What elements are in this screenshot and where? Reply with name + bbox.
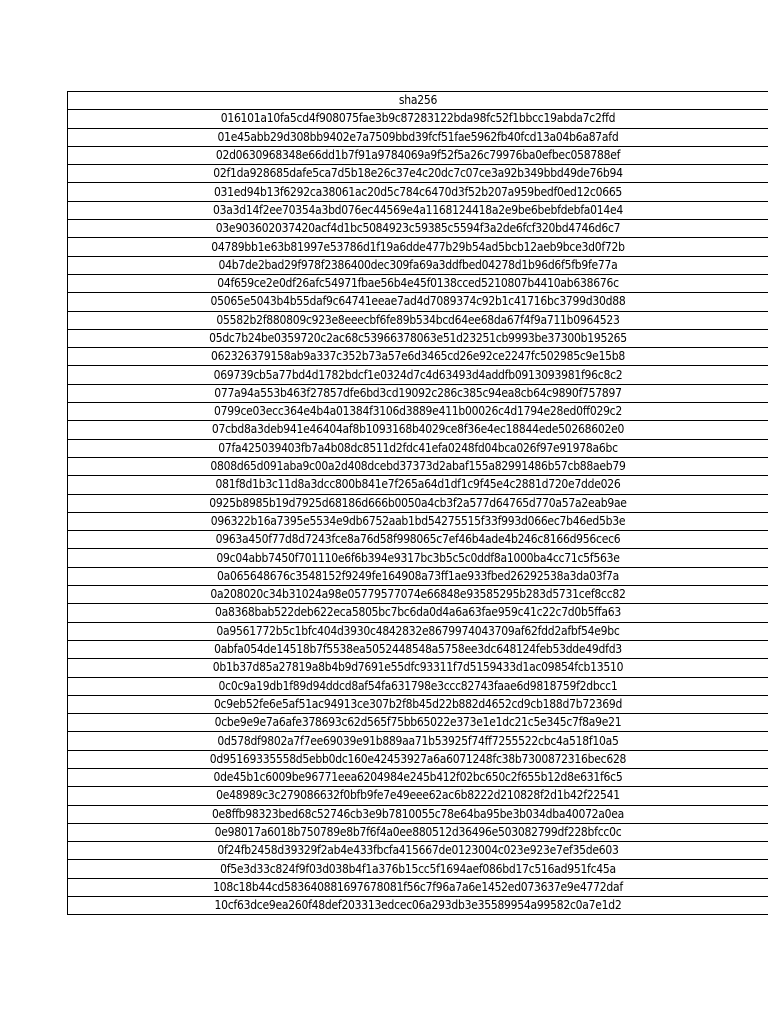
table-header-row <box>68 92 768 110</box>
table-row <box>68 897 768 915</box>
hash-table <box>67 91 768 915</box>
table-row <box>68 384 768 402</box>
hash-cell: 0f24fb2458d39329f2ab4e433fbcfa415667de0123004c023e923e7ef35de603 <box>68 842 768 860</box>
table-row <box>68 494 768 512</box>
hash-cell: 0c9eb52fe6e5af51ac94913ce307b2f8b45d22b882d4652cd9cb188d7b72369d <box>68 695 768 713</box>
table-row <box>68 695 768 713</box>
table-row <box>68 640 768 658</box>
table-row <box>68 220 768 238</box>
table-row <box>68 878 768 896</box>
table-row <box>68 146 768 164</box>
hash-cell: 04f659ce2e0df26afc54971fbae56b4e45f0138cced5210807b4410ab638676c <box>68 274 768 292</box>
hash-cell: 0d578df9802a7f7ee69039e91b889aa71b53925f74ff7255522cbc4a518f10a5 <box>68 732 768 750</box>
table-row <box>68 439 768 457</box>
table-row <box>68 457 768 475</box>
hash-cell: 0a8368bab522deb622eca5805bc7bc6da0d4a6a63fae959c41c22c7d0b5ffa63 <box>68 604 768 622</box>
hash-cell: 02f1da928685dafe5ca7d5b18e26c37e4c20dc7c07ce3a92b349bbd49de76b94 <box>68 165 768 183</box>
hash-cell: 02d0630968348e66dd1b7f91a9784069a9f52f5a26c79976ba0efbec058788ef <box>68 146 768 164</box>
table-row <box>68 274 768 292</box>
table-row <box>68 421 768 439</box>
hash-cell: 031ed94b13f6292ca38061ac20d5c784c6470d3f52b207a959bedf0ed12c0665 <box>68 183 768 201</box>
column-header-sha256: sha256 <box>68 92 768 110</box>
table-row <box>68 201 768 219</box>
hash-cell: 108c18b44cd583640881697678081f56c7f96a7a6e1452ed073637e9e4772daf <box>68 878 768 896</box>
hash-cell: 07cbd8a3deb941e46404af8b1093168b4029ce8f36e4ec18844ede50268602e0 <box>68 421 768 439</box>
hash-cell: 0a9561772b5c1bfc404d3930c4842832e8679974043709af62fdd2afbf54e9bc <box>68 622 768 640</box>
hash-cell: 0a065648676c3548152f9249fe164908a73ff1ae933fbed26292538a3da03f7a <box>68 567 768 585</box>
table-row <box>68 586 768 604</box>
hash-cell: 05dc7b24be0359720c2ac68c53966378063e51d23251cb9993be37300b195265 <box>68 329 768 347</box>
hash-cell: 096322b16a7395e5534e9db6752aab1bd54275515f33f993d066ec7b46ed5b3e <box>68 512 768 530</box>
table-row <box>68 476 768 494</box>
hash-cell: 0abfa054de14518b7f5538ea5052448548a5758ee3dc648124feb53dde49dfd3 <box>68 640 768 658</box>
table-row <box>68 238 768 256</box>
hash-cell: 069739cb5a77bd4d1782bdcf1e0324d7c4d63493d4addfb0913093981f96c8c2 <box>68 366 768 384</box>
table-row <box>68 311 768 329</box>
table-row <box>68 750 768 768</box>
table-row <box>68 732 768 750</box>
hash-cell: 0b1b37d85a27819a8b4b9d7691e55dfc93311f7d5159433d1ac09854fcb13510 <box>68 659 768 677</box>
table-row <box>68 549 768 567</box>
hash-cell: 077a94a553b463f27857dfe6bd3cd19092c286c385c94ea8cb64c9890f757897 <box>68 384 768 402</box>
table-row <box>68 659 768 677</box>
table-row <box>68 329 768 347</box>
hash-cell: 0d95169335558d5ebb0dc160e42453927a6a6071248fc38b7300872316bec628 <box>68 750 768 768</box>
hash-cell: 10cf63dce9ea260f48def203313edcec06a293db3e35589954a99582c0a7e1d2 <box>68 897 768 915</box>
table-row <box>68 256 768 274</box>
hash-cell: 081f8d1b3c11d8a3dcc800b841e7f265a64d1df1c9f45e4c2881d720e7dde026 <box>68 476 768 494</box>
table-row <box>68 403 768 421</box>
hash-cell: 0799ce03ecc364e4b4a01384f3106d3889e411b00026c4d1794e28ed0ff029c2 <box>68 403 768 421</box>
hash-cell: 09c04abb7450f701110e6f6b394e9317bc3b5c5c0ddf8a1000ba4cc71c5f563e <box>68 549 768 567</box>
table-row <box>68 512 768 530</box>
hash-cell: 04789bb1e63b81997e53786d1f19a6dde477b29b54ad5bcb12aeb9bce3d0f72b <box>68 238 768 256</box>
hash-cell: 0963a450f77d8d7243fce8a76d58f998065c7ef46b4ade4b246c8166d956cec6 <box>68 531 768 549</box>
hash-cell: 0f5e3d33c824f9f03d038b4f1a376b15cc5f1694aef086bd17c516ad951fc45a <box>68 860 768 878</box>
table-row <box>68 165 768 183</box>
table-row <box>68 293 768 311</box>
table-row <box>68 823 768 841</box>
hash-cell: 03e903602037420acf4d1bc5084923c59385c5594f3a2de6fcf320bd4746d6c7 <box>68 220 768 238</box>
table-row <box>68 531 768 549</box>
table-row <box>68 787 768 805</box>
table-row <box>68 110 768 128</box>
table-row <box>68 768 768 786</box>
hash-cell: 03a3d14f2ee70354a3bd076ec44569e4a1168124418a2e9be6bebfdebfa014e4 <box>68 201 768 219</box>
table-row <box>68 622 768 640</box>
table-row <box>68 842 768 860</box>
table-body <box>68 110 768 915</box>
hash-cell: 0de45b1c6009be96771eea6204984e245b412f02bc650c2f655b12d8e631f6c5 <box>68 768 768 786</box>
hash-cell: 0e98017a6018b750789e8b7f6f4a0ee880512d36496e503082799df228bfcc0c <box>68 823 768 841</box>
table-row <box>68 366 768 384</box>
table-row <box>68 567 768 585</box>
table-row <box>68 860 768 878</box>
hash-cell: 0e48989c3c279086632f0bfb9fe7e49eee62ac6b8222d210828f2d1b42f22541 <box>68 787 768 805</box>
hash-cell: 04b7de2bad29f978f2386400dec309fa69a3ddfbed04278d1b96d6f5fb9fe77a <box>68 256 768 274</box>
table-row <box>68 183 768 201</box>
hash-cell: 0c0c9a19db1f89d94ddcd8af54fa631798e3ccc82743faae6d9818759f2dbcc1 <box>68 677 768 695</box>
hash-cell: 0cbe9e9e7a6afe378693c62d565f75bb65022e373e1e1dc21c5e345c7f8a9e21 <box>68 714 768 732</box>
hash-cell: 0925b8985b19d7925d68186d666b0050a4cb3f2a577d64765d770a57a2eab9ae <box>68 494 768 512</box>
hash-cell: 0a208020c34b31024a98e05779577074e66848e93585295b283d5731cef8cc82 <box>68 586 768 604</box>
table-row <box>68 348 768 366</box>
table-row <box>68 128 768 146</box>
hash-cell: 05065e5043b4b55daf9c64741eeae7ad4d7089374c92b1c41716bc3799d30d88 <box>68 293 768 311</box>
table-row <box>68 714 768 732</box>
hash-cell: 0808d65d091aba9c00a2d408dcebd37373d2abaf155a82991486b57cb88aeb79 <box>68 457 768 475</box>
table-row <box>68 604 768 622</box>
hash-cell: 05582b2f880809c923e8eeecbf6fe89b534bcd64ee68da67f4f9a711b0964523 <box>68 311 768 329</box>
hash-cell: 07fa425039403fb7a4b08dc8511d2fdc41efa0248fd04bca026f97e91978a6bc <box>68 439 768 457</box>
hash-cell: 016101a10fa5cd4f908075fae3b9c87283122bda98fc52f1bbcc19abda7c2ffd <box>68 110 768 128</box>
hash-cell: 01e45abb29d308bb9402e7a7509bbd39fcf51fae5962fb40fcd13a04b6a87afd <box>68 128 768 146</box>
hash-cell: 0e8ffb98323bed68c52746cb3e9b7810055c78e64ba95be3b034dba40072a0ea <box>68 805 768 823</box>
table-row <box>68 805 768 823</box>
hash-cell: 062326379158ab9a337c352b73a57e6d3465cd26e92ce2247fc502985c9e15b8 <box>68 348 768 366</box>
hash-table-container <box>67 91 768 915</box>
table-row <box>68 677 768 695</box>
